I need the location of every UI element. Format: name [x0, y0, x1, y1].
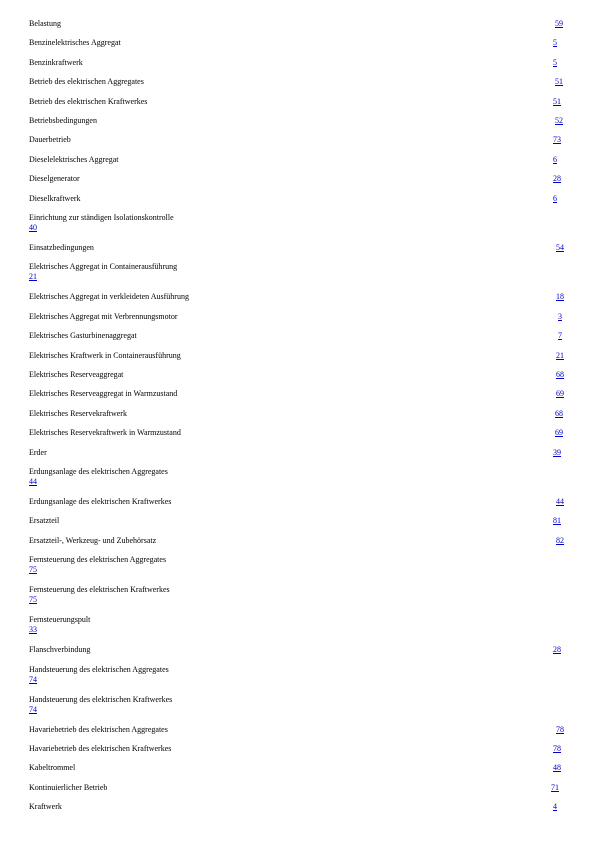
page-number-link[interactable]: 68: [556, 370, 564, 379]
index-term: Belastung: [29, 19, 61, 28]
index-term: Fernsteuerung des elektrischen Aggregates: [29, 555, 167, 564]
index-term: Ersatzteil: [29, 516, 60, 525]
page-number-link[interactable]: 74: [29, 675, 37, 684]
index-entry: [29, 516, 569, 525]
index-entry: [29, 194, 569, 203]
index-term: Kraftwerk: [29, 802, 62, 811]
index-term: Havariebetrieb des elektrischen Kraftwerkes: [29, 744, 172, 753]
index-entry: [29, 497, 569, 506]
page-number-link[interactable]: 75: [29, 565, 37, 574]
index-entry: [29, 585, 569, 604]
page-number-link[interactable]: 75: [29, 595, 37, 604]
index-entry: [29, 174, 569, 183]
index-term: Erder: [29, 448, 47, 457]
index-term: Elektrisches Aggregat mit Verbrennungsmotor: [29, 312, 178, 321]
index-entry: [29, 19, 569, 28]
page-number-link[interactable]: 71: [551, 783, 559, 792]
index-term: Einsatzbedingungen: [29, 243, 94, 252]
index-term: Havariebetrieb des elektrischen Aggregates: [29, 725, 168, 734]
page-number-link[interactable]: 4: [553, 802, 557, 811]
index-entry: [29, 77, 569, 86]
page-number-link[interactable]: 82: [556, 536, 564, 545]
page-number-link[interactable]: 44: [556, 497, 564, 506]
page-number-link[interactable]: 74: [29, 705, 37, 714]
index-entry: [29, 312, 569, 321]
index-entry: [29, 389, 569, 398]
page-number-link[interactable]: 73: [553, 135, 561, 144]
index-entry: [29, 555, 569, 574]
index-term: Kontinuierlicher Betrieb: [29, 783, 108, 792]
index-term: Elektrisches Aggregat in Containerausführung: [29, 262, 178, 271]
page-number-link[interactable]: 6: [553, 155, 557, 164]
index-term: Handsteuerung des elektrischen Kraftwerkes: [29, 695, 173, 704]
index-term: Elektrisches Kraftwerk in Containerausführung: [29, 351, 181, 360]
index-term: Erdungsanlage des elektrischen Kraftwerkes: [29, 497, 172, 506]
page-number-link[interactable]: 6: [553, 194, 557, 203]
page-number-link[interactable]: 52: [555, 116, 563, 125]
index-term: Handsteuerung des elektrischen Aggregates: [29, 665, 169, 674]
index-entry: [29, 428, 569, 437]
page-number-link[interactable]: 68: [555, 409, 563, 418]
index-entry: [29, 262, 569, 281]
index-term: Betrieb des elektrischen Aggregates: [29, 77, 144, 86]
page-number-link[interactable]: 81: [553, 516, 561, 525]
page-number-link[interactable]: 51: [553, 97, 561, 106]
index-term: Erdungsanlage des elektrischen Aggregates: [29, 467, 168, 476]
page-number-link[interactable]: 78: [553, 744, 561, 753]
page-number-link[interactable]: 69: [555, 428, 563, 437]
page-number-link[interactable]: 48: [553, 763, 561, 772]
page-number-link[interactable]: 7: [558, 331, 562, 340]
page-number-link[interactable]: 33: [29, 625, 37, 634]
page-number-link[interactable]: 44: [29, 477, 37, 486]
index-entry: [29, 536, 569, 545]
index-term: Flanschverbindung: [29, 645, 91, 654]
index-term: Betriebsbedingungen: [29, 116, 97, 125]
index-entry: [29, 135, 569, 144]
page-number-link[interactable]: 28: [553, 174, 561, 183]
index-entry: [29, 213, 569, 232]
index-term: Dieselgenerator: [29, 174, 80, 183]
index-term: Elektrisches Reservekraftwerk in Warmzustand: [29, 428, 181, 437]
index-entry: [29, 695, 569, 714]
index-entry: [29, 763, 569, 772]
index-term: Betrieb des elektrischen Kraftwerkes: [29, 97, 148, 106]
page-number-link[interactable]: 69: [556, 389, 564, 398]
index-term: Elektrisches Aggregat in verkleideten Ausführung: [29, 292, 189, 301]
index-entry: [29, 467, 569, 486]
index-term: Einrichtung zur ständigen Isolationskontrolle: [29, 213, 174, 222]
index-term: Dieselelektrisches Aggregat: [29, 155, 119, 164]
index-term: Fernsteuerungspult: [29, 615, 91, 624]
index-entry: [29, 645, 569, 654]
index-term: Kabeltrommel: [29, 763, 76, 772]
page-number-link[interactable]: 5: [553, 58, 557, 67]
index-entry: [29, 370, 569, 379]
index-term: Elektrisches Reserveaggregat in Warmzustand: [29, 389, 178, 398]
index-entry: [29, 97, 569, 106]
index-term: Fernsteuerung des elektrischen Kraftwerkes: [29, 585, 170, 594]
page-number-link[interactable]: 39: [553, 448, 561, 457]
index-term: Dauerbetrieb: [29, 135, 71, 144]
index-term: Dieselkraftwerk: [29, 194, 81, 203]
page-number-link[interactable]: 59: [555, 19, 563, 28]
index-term: Elektrisches Reserveaggregat: [29, 370, 124, 379]
index-entry: [29, 448, 569, 457]
index-entry: [29, 292, 569, 301]
index-entry: [29, 802, 569, 811]
index-entry: [29, 243, 569, 252]
page-number-link[interactable]: 78: [556, 725, 564, 734]
index-entry: [29, 58, 569, 67]
page-number-link[interactable]: 21: [29, 272, 37, 281]
page-number-link[interactable]: 51: [555, 77, 563, 86]
index-entry: [29, 409, 569, 418]
index-entry: [29, 744, 569, 753]
index-term: Ersatzteil-, Werkzeug- und Zubehörsatz: [29, 536, 157, 545]
index-entry: [29, 351, 569, 360]
page-number-link[interactable]: 28: [553, 645, 561, 654]
index-term: Benzinelektrisches Aggregat: [29, 38, 121, 47]
index-entry: [29, 783, 569, 792]
index-entry: [29, 155, 569, 164]
index-entry: [29, 725, 569, 734]
index-term: Elektrisches Gasturbinenaggregat: [29, 331, 137, 340]
page-number-link[interactable]: 21: [556, 351, 564, 360]
index-term: Elektrisches Reservekraftwerk: [29, 409, 127, 418]
index-entry: [29, 665, 569, 684]
page-number-link[interactable]: 3: [558, 312, 562, 321]
index-entry: [29, 331, 569, 340]
index-entry: [29, 38, 569, 47]
page-number-link[interactable]: 5: [553, 38, 557, 47]
page-number-link[interactable]: 54: [556, 243, 564, 252]
index-entry: [29, 615, 569, 634]
page-number-link[interactable]: 18: [556, 292, 564, 301]
index-entry: [29, 116, 569, 125]
index-term: Benzinkraftwerk: [29, 58, 83, 67]
page-number-link[interactable]: 40: [29, 223, 37, 232]
